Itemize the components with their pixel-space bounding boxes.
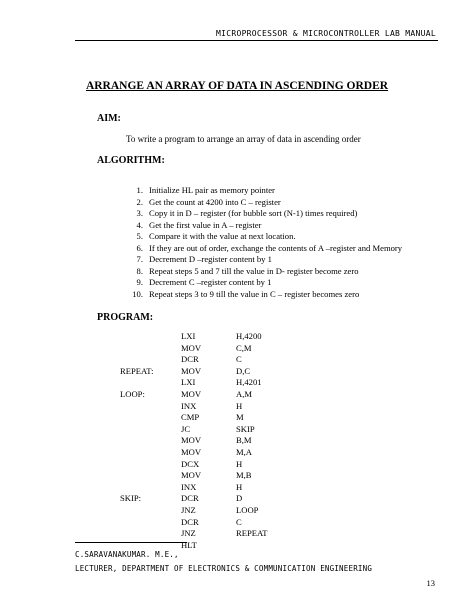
algorithm-step <box>128 266 402 278</box>
footer-rule <box>75 542 187 543</box>
step-text: Get the first value in A – register <box>149 219 262 230</box>
line-opcode: MOV <box>181 446 202 457</box>
line-operand: LOOP <box>236 504 259 515</box>
step-text: Copy it in D – register (for bubble sort (N-1) times required) <box>149 208 358 218</box>
program-line <box>120 424 420 436</box>
line-operand: H,4201 <box>236 377 262 388</box>
line-operand: C <box>236 354 242 365</box>
aim-text: To write a program to arrange an array of data in ascending order <box>126 134 361 144</box>
algorithm-step <box>128 185 402 197</box>
step-text: Repeat steps 5 and 7 till the value in D- register become zero <box>149 265 359 276</box>
footer-author: C.SARAVANAKUMAR. M.E., <box>75 550 179 559</box>
algorithm-step <box>128 254 402 266</box>
header-title: MICROPROCESSOR & MICROCONTROLLER LAB MANUAL <box>215 29 436 38</box>
line-operand: H,4200 <box>236 331 262 341</box>
line-opcode: DCX <box>181 458 200 469</box>
program-line <box>120 505 420 517</box>
step-number: 8. <box>136 265 143 276</box>
line-opcode: MOV <box>181 342 202 353</box>
line-label: SKIP: <box>120 493 142 504</box>
program-line <box>120 389 420 401</box>
line-operand: M,B <box>236 470 252 481</box>
program-line <box>120 470 420 482</box>
line-operand: M,A <box>236 446 252 457</box>
line-opcode: HLT <box>181 539 197 550</box>
program-listing <box>120 331 420 551</box>
line-opcode: CMP <box>181 412 200 423</box>
line-operand: C <box>236 516 242 527</box>
step-text: Decrement D –register content by 1 <box>149 254 272 264</box>
line-operand: D,C <box>236 365 251 376</box>
step-number: 10. <box>132 288 143 299</box>
line-opcode: LXI <box>181 331 196 341</box>
line-opcode: DCR <box>181 493 199 504</box>
aim-heading: AIM: <box>97 113 121 124</box>
algorithm-step <box>128 220 402 232</box>
step-number: 7. <box>136 254 143 264</box>
line-opcode: MOV <box>181 435 202 446</box>
header-rule <box>75 40 438 41</box>
program-line <box>120 354 420 366</box>
algorithm-step <box>128 208 402 220</box>
line-operand: H <box>236 481 243 492</box>
algorithm-heading: ALGORITHM: <box>97 155 165 166</box>
line-opcode: MOV <box>181 365 202 376</box>
line-label: LOOP: <box>120 388 145 399</box>
line-opcode: MOV <box>181 388 202 399</box>
line-operand: C,M <box>236 342 252 353</box>
line-opcode: DCR <box>181 516 199 527</box>
line-opcode: LXI <box>181 377 196 388</box>
program-line <box>120 459 420 471</box>
program-line <box>120 528 420 540</box>
line-opcode: INX <box>181 481 197 492</box>
step-number: 2. <box>136 196 143 207</box>
step-number: 5. <box>136 231 143 241</box>
program-line <box>120 377 420 389</box>
program-line <box>120 366 420 378</box>
page-number: 13 <box>426 578 435 588</box>
footer-position: LECTURER, DEPARTMENT OF ELECTRONICS & COMMUNICATION ENGINEERING <box>75 564 373 573</box>
program-line <box>120 401 420 413</box>
program-line <box>120 331 420 343</box>
program-line <box>120 447 420 459</box>
step-text: If they are out of order, exchange the contents of A –register and Memory <box>149 242 403 253</box>
line-opcode: JC <box>181 423 191 434</box>
line-opcode: DCR <box>181 354 199 365</box>
line-operand: M <box>236 412 244 423</box>
line-operand: A,M <box>236 388 252 399</box>
step-number: 9. <box>136 277 143 287</box>
line-operand: REPEAT <box>236 528 268 539</box>
line-opcode: INX <box>181 400 197 411</box>
program-line <box>120 517 420 529</box>
step-text: Compare it with the value at next location. <box>149 231 296 241</box>
line-operand: H <box>236 400 243 411</box>
algorithm-step <box>128 289 402 301</box>
line-opcode: JNZ <box>181 528 196 539</box>
step-text: Decrement C –register content by 1 <box>149 277 272 287</box>
page-title: ARRANGE AN ARRAY OF DATA IN ASCENDING ORDER <box>85 80 389 92</box>
step-number: 4. <box>136 219 143 230</box>
program-heading: PROGRAM: <box>97 312 154 323</box>
step-number: 6. <box>136 242 143 253</box>
line-operand: SKIP <box>236 423 255 434</box>
line-opcode: JNZ <box>181 504 196 515</box>
step-text: Initialize HL pair as memory pointer <box>149 185 275 195</box>
program-line <box>120 343 420 355</box>
step-text: Repeat steps 3 to 9 till the value in C – register becomes zero <box>149 288 360 299</box>
program-line <box>120 493 420 505</box>
program-line <box>120 435 420 447</box>
algorithm-list <box>128 185 402 300</box>
algorithm-step <box>128 243 402 255</box>
line-operand: B,M <box>236 435 252 446</box>
line-operand: D <box>236 493 243 504</box>
algorithm-step <box>128 277 402 289</box>
step-text: Get the count at 4200 into C – register <box>149 196 281 207</box>
algorithm-step <box>128 231 402 243</box>
line-opcode: MOV <box>181 470 202 481</box>
algorithm-step <box>128 197 402 209</box>
line-operand: H <box>236 458 243 469</box>
step-number: 3. <box>136 208 143 218</box>
step-number: 1. <box>136 185 143 195</box>
program-line <box>120 482 420 494</box>
line-label: REPEAT: <box>120 365 154 376</box>
program-line <box>120 412 420 424</box>
